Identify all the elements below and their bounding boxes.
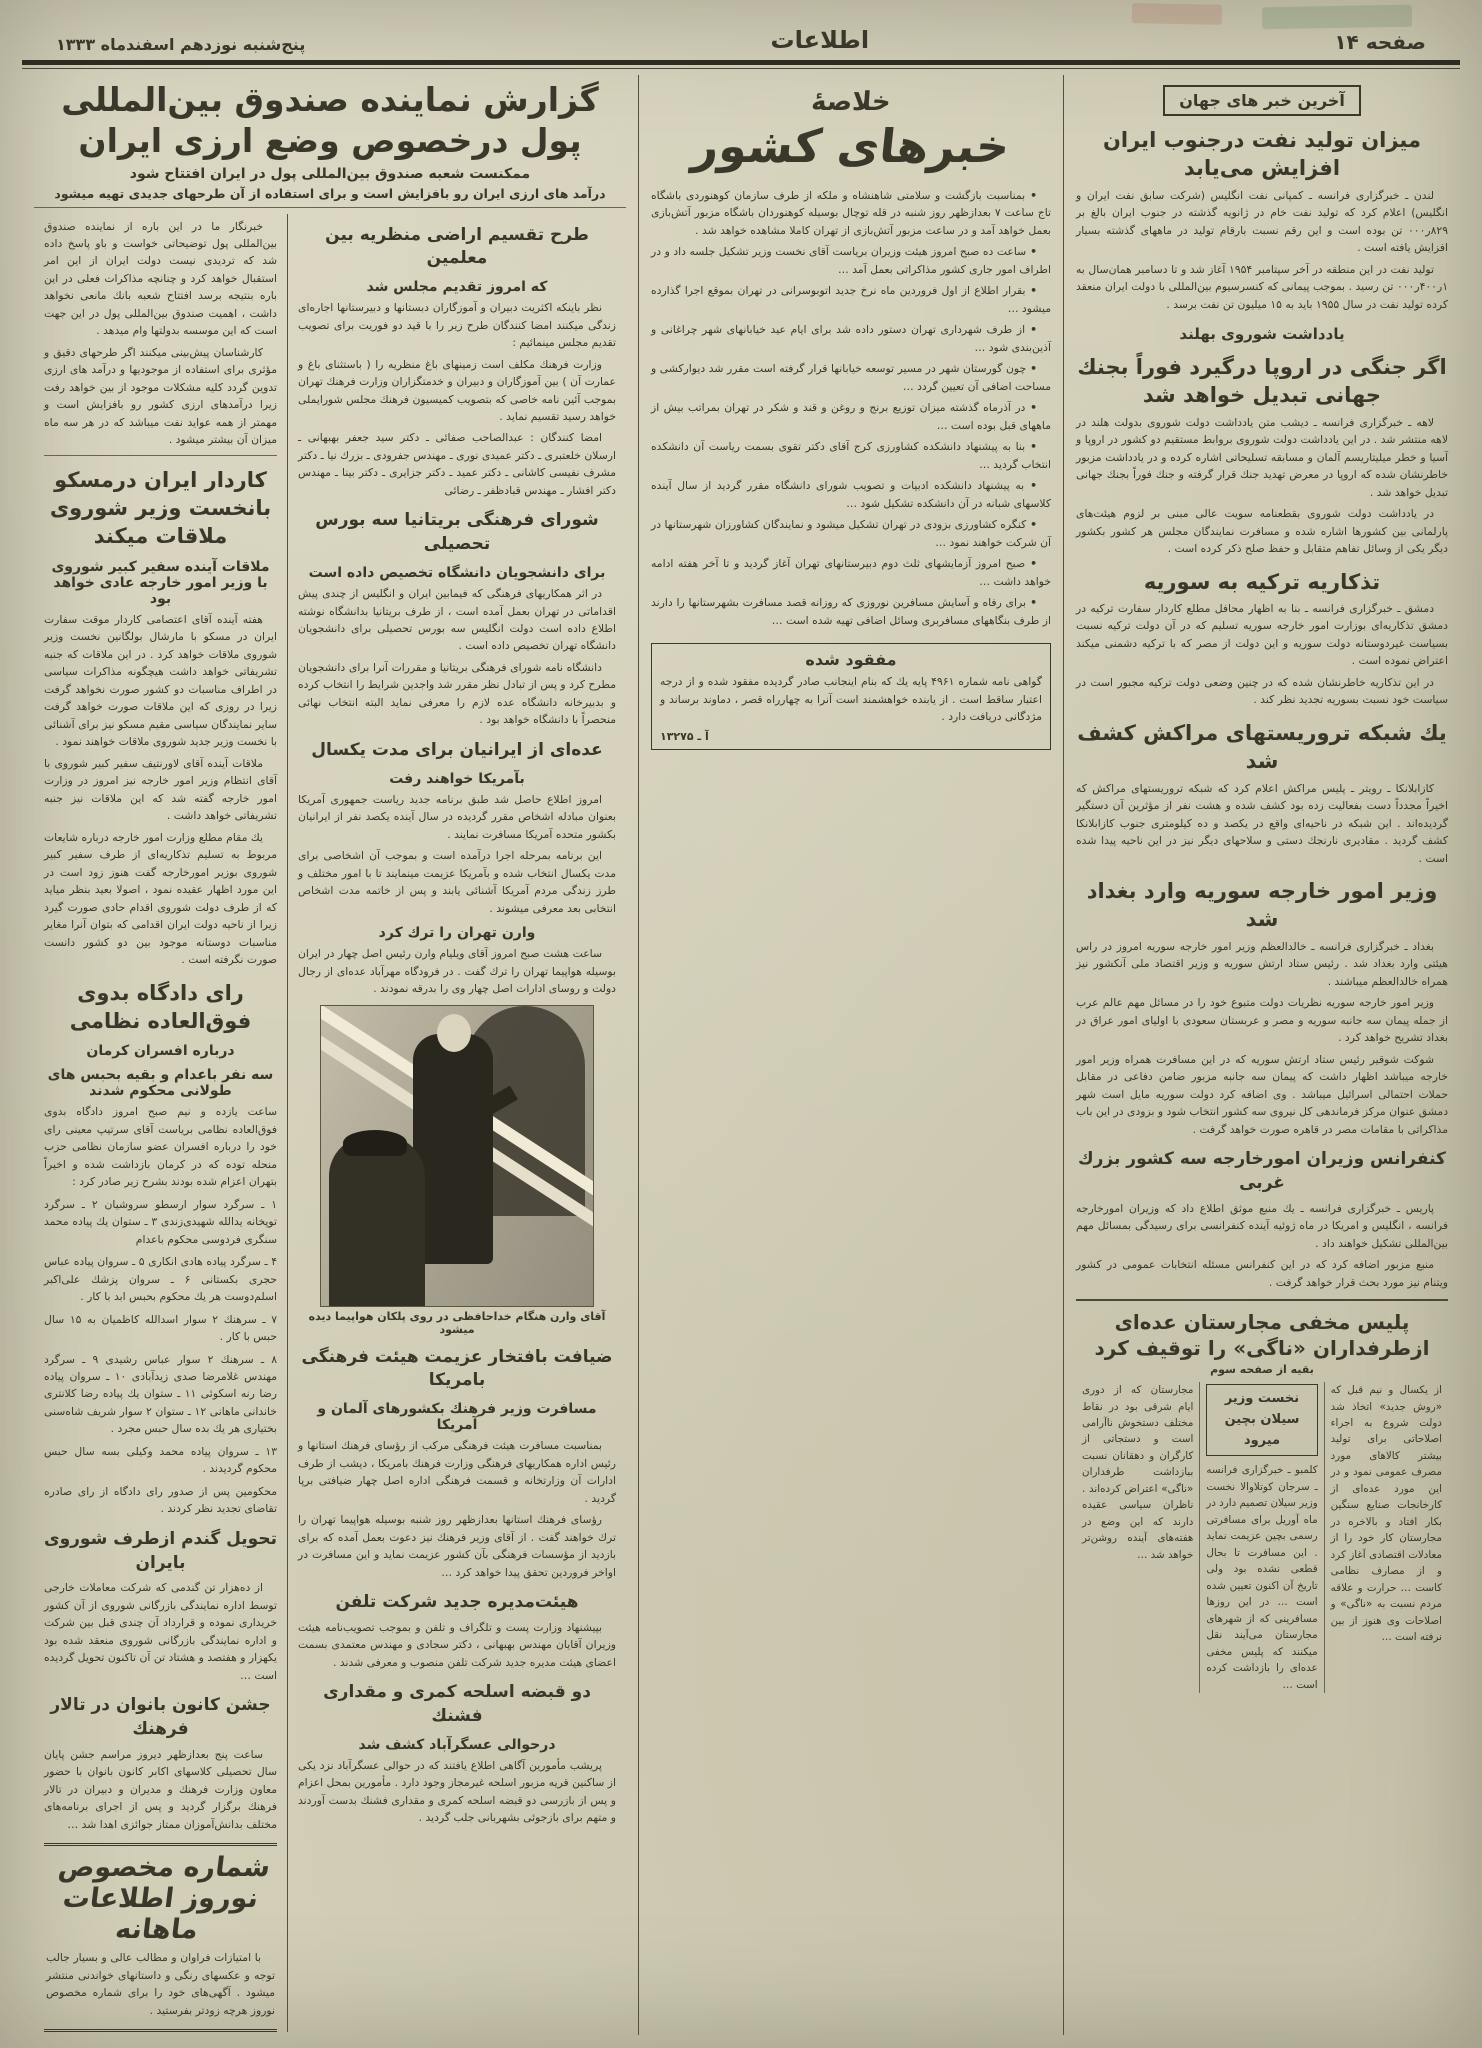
article-paragraph: خبرنگار ما در این باره از نماینده صندوق بین‌المللی پول توضیحاتی خواست و باو پاسخ داده شد که تردیدی نیست دولت ایران از این امر استقبال خواهد کرد و چنانچه مذاکرات فعلی در این باره بنتیجه برسد افتتاح شعبه بانك مانعی نخواهد داشت ، اهمیت صندوق بین‌المللی پول در این جهت است که این موسسه بدولتها وام میدهد . [44, 219, 277, 338]
article-headline: پلیس مخفی مجارستان عده‌ای ازطرفداران «ناگی» را توقیف کرد [1094, 1310, 1430, 1361]
brief-item: • در آذرماه گذشته میزان توزیع برنج و روغن و قند و شکر در تهران بمراتب بیش از ماههای قبل بوده است … [651, 399, 1051, 434]
brief-item: • ساعت ده صبح امروز هیئت وزیران بریاست آقای نخست وزیر تشکیل جلسه داد و در اطراف امور جاری کشور مذاکراتی بعمل آمد … [651, 243, 1051, 278]
banner-article [34, 79, 626, 201]
article-paragraph: کازابلانکا ـ رویتر ـ پلیس مراکش اعلام کرد که شبکه تروریستهای مراکش که اخیراً مجدداً دست بفعالیت زده بود کشف شده و هشت نفر از مؤثرین آن دستگیر گردیده‌اند . این شبکه در ناحیه‌ای واقع در یکصد و ده کیلومتری جنوب کازابلانکا کشف گردید . مقادیری نارنجك دستی و سلاحهای دیگر نیز در این ناحیه پیدا شده است . [1076, 781, 1448, 865]
article-paragraph: امروز اطلاع حاصل شد طبق برنامه جدید ریاست جمهوری آمریکا بعنوان مبادله اشخاص مقرر گردیده در سال آینده یکصد نفر از ایرانیان بکشور متحده آمریکا مسافرت نمایند . [298, 792, 616, 841]
verdict-line: ۸ ـ سرهنك ۲ سوار عباس رشیدی ۹ ـ سرگرد مهندس غلامرضا صدی زیدآبادی ۱۰ ـ سروان پیاده رضا رنه اسکوئی ۱۱ ـ ستوان یك پیاده رضا کلانتری خاندانی ماهانی ۱۲ ـ ستوان ۲ سوار شریف شاه‌سنی بختیاری هر یك بده سال حبس مجرد . [44, 1352, 278, 1436]
hungary-col-2 [1200, 1382, 1324, 1693]
article-land-division [298, 224, 616, 500]
article-headline: میزان تولید نفت درجنوب ایران افزایش می‌یابد [1103, 128, 1421, 181]
article-headline: دو قبضه اسلحه کمری و مقداری فشنك [323, 1682, 591, 1727]
article-morocco-network [1076, 719, 1448, 867]
article-turkey-syria [1076, 568, 1448, 709]
article-subhead: بآمریکا خواهند رفت [389, 770, 525, 787]
article-subhead: که امروز تقدیم مجلس شد [366, 279, 548, 296]
article-headline: هیئت‌مدیره جدید شرکت تلفن [335, 1592, 579, 1612]
lead-subcolumns [34, 214, 626, 2033]
country-news-title-small: خلاصهٔ [810, 87, 892, 117]
article-subhead: درباره افسران کرمان [86, 1043, 235, 1060]
court-outro: محکومین پس از صدور رای دادگاه از رای صادره تقاضای تجدید نظر کردند . [44, 1484, 277, 1516]
article-paragraph: بغداد ـ خبرگزاری فرانسه ـ خالدالعظم وزیر امور خارجه سوریه امروز در راس هیئتی وارد بغداد شد . رئیس ستاد ارتش سوریه و وزیر اقتصاد ملی آنکشور نیز همراه خالدالعظم میباشند . [1076, 939, 1448, 988]
article-paragraph: بپیشنهاد وزارت پست و تلگراف و تلفن و بموجب تصویب‌نامه هیئت وزیران آقایان مهندس بهبهانی ، دکتر سجادی و مهندس معتمدی بسمت اعضای هیئت مدیره جدید شرکت تلفن منصوب و معرفی شدند . [298, 1620, 616, 1669]
article-kicker: رای دادگاه بدوی فوق‌العاده نظامی [69, 980, 252, 1033]
article-paragraph: تولید نفت در این منطقه در آخر سپتامبر ۱۹۵۴ آغاز شد و تا دسامبر همان‌سال به ۱ر۴۰۰ر۰۰۰ تن رسید . بموجب پیمانی که کنسرسیوم بین‌المللی با دولت ایران منعقد کرده تولید نفت در سال ۱۹۵۵ باید به ۱۵ میلیون تن نفت برسد . [1076, 262, 1448, 311]
country-news-column [639, 75, 1064, 2035]
article-paragraph: یك مقام مطلع وزارت امور خارجه درباره شایعات مربوط به تسلیم تذکاریه‌ای از طرف سفیر کبیر شوروی بوزیر امورخارجه گفت هنوز زود است در این مورد اظهار عقیده نمود ، اصولا بعید بنظر میاید که از طرف دولت شوروی اقدام حادی صورت گیرد زیرا از ناحیه دولت ایران اقدامی که بتوان آنرا مغایر مناسبات دوستانه موجود بین دو کشور دانست صورت نگرفته است . [44, 830, 277, 967]
section-rule [44, 455, 277, 456]
issue-date: پنج‌شنبه نوزدهم اسفندماه ۱۳۳۳ [56, 35, 306, 54]
section-rule [1076, 1299, 1448, 1301]
article-paragraph: رؤسای فرهنك استانها بعدازظهر روز شنبه بوسیله هواپیما تهران را ترك خواهند گفت . از آقای وزیر فرهنك نیز دعوت بعمل آمده که برای بازدید از مؤسسات فرهنگی بآن کشور عزیمت نماید و این مسافرت در اواخر فروردین تحقق پیدا خواهد کرد … [298, 1513, 616, 1579]
article-paragraph: پاریس ـ خبرگزاری فرانسه ـ یك منبع موثق اطلاع داد که وزیران امورخارجه فرانسه ، انگلیس و امریکا در ماه ژوئیه آینده کنفرانسی برای رسیدگی بمسائل مهم بین‌المللی تشکیل خواهند داد . [1076, 1201, 1448, 1250]
article-cultural-banquet [298, 1346, 616, 1581]
article-subhead: درحوالی عسگرآباد کشف شد [358, 1736, 556, 1753]
ceylon-pm-box-headline: نخست وزیر سیلان بچین میرود [1206, 1384, 1317, 1456]
article-paragraph: ساعت پنج بعدازظهر دیروز مراسم جشن پایان سال تحصیلی کلاسهای اکابر کانون بانوان با حضور معاون وزارت فرهنك و مدیران و دبیران در تالار فرهنك برگزار گردید و پس از اجرای برنامه‌های مختلف بدانش‌آموزان ممتاز جوائزی اهدا شد … [44, 1747, 277, 1831]
article-kicker: یادداشت شوروی بهلند [1179, 325, 1345, 344]
article-headline: عده‌ای از ایرانیان برای مدت یکسال [311, 739, 603, 760]
article-headline: اگر جنگی در اروپا درگیرد فوراً بجنك جهانی تبدیل خواهد شد [1077, 355, 1447, 408]
masthead [0, 0, 1482, 60]
article-paragraph: لاهه ـ خبرگزاری فرانسه ـ دیشب متن یادداشت دولت شوروی بدولت هلند در لاهه منتشر شد . در این یادداشت دولت شوروی بروابط مستقیم دو کشور در اروپا و آسیا و خطر میلیتاریسم آلمان و مسابقه تسلیحاتی اشاره کرده و در یادداشت مزبور خاطرنشان شده که اروپا در معرض تهدید جنك قرار گرفته و جنك فوراً بجنك جهانی تبدیل خواهد شد . [1076, 415, 1448, 499]
imf-article-continuation [44, 218, 277, 449]
article-headline: تحویل گندم ازطرف شوروی بایران [44, 1528, 277, 1573]
article-paragraph: شوکت شوقیر رئیس ستاد ارتش سوریه که در این مسافرت همراه وزیر امور خارجه میباشد اظهار داشت که پیمان سه جانبه مزبور ضامن دفاعی در مقابل حملات احتمالی اسرائیل میباشد . وی اضافه کرد دولت سوریه مایل است شهر دمشق عنوان مرکز فرماندهی کل نیروی سه کشور انتخاب شود و بزودی در این باب مذاکراتی با مقامات مصر در قاهره صورت خواهد گرفت . [1076, 1052, 1448, 1136]
promo-headline: شماره مخصوص نوروز اطلاعات ماهانه [56, 1852, 273, 1946]
continued-from-note: بقیه از صفحه سوم [1210, 1363, 1314, 1377]
nowruz-special-promo [44, 1843, 277, 2032]
article-telephone-board [298, 1591, 616, 1671]
article-military-court [44, 979, 277, 1518]
banner-dek-1: ممکنست شعبه صندوق بین‌المللی پول در ایران افتتاح شود [129, 165, 531, 182]
man-silhouette [413, 1034, 493, 1264]
article-paragraph: دمشق ـ خبرگزاری فرانسه ـ بنا به اظهار محافل مطلع کاردار سفارت ترکیه در دمشق تذکاریه‌ای بوزارت امور خارجه سوریه تسلیم که در آن دولت ترکیه نسبت بسیاست غیردوستانه دولت سوریه و این دولت از مصر که با ترکیه دشمنی میکند اعتراض نموده است . [1076, 601, 1448, 668]
article-headline: کاردار ایران درمسکو بانخست وزیر شوروی ملاقات میکند [49, 467, 272, 549]
article-paragraph: لندن ـ خبرگزاری فرانسه ـ کمپانی نفت انگلیس (شرکت سابق نفت ایران و انگلیس) اعلام کرد که تولید نفت خام در ژانویه گذشته در جنوب ایران بالغ بر ۸۲۹ر۰۰۰ تن بوده است و این رقم نسبت بارقام تولید در ماههای گذشته بسیار افزایش یافته است . [1076, 188, 1448, 255]
article-paragraph: هفته آینده آقای اعتصامی کاردار موقت سفارت ایران در مسکو با مارشال بولگانین نخست وزیر شوروی ملاقات خواهد کرد . در این ملاقات که جنبه تشریفاتی خواهد داشت هیچگونه مذاکرات سیاسی در اطراف مناسبات دو کشور صورت نخواهد گرفت زیرا در روزی که این ملاقات صورت خواهد گرفت سایر نمایندگان سیاسی مقیم مسکو نیز برای آشنائی با نخست وزیر جدید شوروی ملاقات خواهند نمود . [44, 612, 277, 749]
man-face [437, 1014, 471, 1052]
article-headline: جشن کانون بانوان در تالار فرهنك [50, 1695, 271, 1740]
article-women-society [44, 1694, 277, 1833]
brief-item: • کنگره کشاورزی بزودی در تهران تشکیل میشود و نمایندگان کشاورزان شهرستانها در آن شرکت خواهند نمود … [651, 516, 1051, 551]
article-paragraph: در این تذکاریه خاطرنشان شده که در چنین وضعی دولت ترکیه مجبور است در سیاست خود نسبت بسوریه تجدید نظر کند . [1076, 675, 1448, 707]
page-body [22, 75, 1460, 2035]
article-subhead: برای دانشجویان دانشگاه تخصیص داده است [308, 565, 606, 582]
brief-item: • برای رفاه و آسایش مسافرین نوروزی که روزانه قصد مسافرت بشهرستانها را دارند از طرف بنگاههای مسافربری وسائل اضافی تهیه شده است … [651, 594, 1051, 629]
photo-caption: آقای وارن هنگام خداحافظی در روی پلکان هواپیما دیده میشود [308, 1309, 606, 1336]
article-headline: شورای فرهنگی بریتانیا سه بورس تحصیلی [315, 510, 599, 555]
article-warren-departure [298, 925, 616, 1335]
news-subcolumn [34, 214, 287, 2033]
article-headline: تذکاریه ترکیه به سوریه [1143, 569, 1381, 594]
article-paragraph: ملاقات آینده آقای لاورنتیف سفیر کبیر شوروی با آقای انتظام وزیر امور خارجه نیز امروز در وزارت امور خارجه گفته شد که این ملاقات نیز جنبه تشریفاتی خواهد داشت . [44, 756, 277, 823]
article-subhead: ملاقات آینده سفیر کبیر شوروی با وزیر امور خارجه عادی خواهد بود [51, 558, 270, 607]
article-soviet-note [1076, 325, 1448, 558]
lost-notice-body: گواهی نامه شماره ۴۹۶۱ پایه یك که بنام اینجانب صادر گردیده مفقود شده و از درجه اعتبار ساقط است . از یابنده خواهشمند است آنرا به چهارراه قصر ، دماوند برساند و مژدگانی دریافت دارد . [660, 675, 1042, 724]
article-soviet-wheat [44, 1528, 277, 1685]
article-paragraph: دانشگاه نامه شورای فرهنگی بریتانیا و مقررات آنرا برای دانشجویان مطرح کرد و پس از تبادل نظر مقرر شد واجدین شرایط را انتخاب کرده و بدبیرخانه دانشگاه عده لازم را معرفی نماید البته انتخاب نهائی منحصراً با دانشگاه خواهد بود . [298, 660, 616, 727]
hungary-col-3: مجارستان که از دوری ایام شرقی بود در نقاط مختلف دستخوش ناآرامی است و دستجاتی از کارگران و دهقانان نسبت ببازداشت طرفداران «ناگی» اعتراض کرده‌اند . ناظران سیاسی عقیده دارند که این وضع در هفته‌های آینده روشن‌تر خواهد شد … [1076, 1382, 1200, 1693]
verdict-line: ۴ ـ سرگرد پیاده هادی انکاری ۵ ـ سروان پیاده عباس حجری بکستانی ۶ ـ سروان پزشك علی‌اکبر اسلم‌دوست هر یك محکوم بحبس ابد با کار . [44, 1255, 277, 1304]
features-subcolumn [287, 214, 626, 2033]
article-paragraph: وزارت فرهنك مکلف است زمینهای باغ منظریه را ( باستثنای باغ و عمارت آن ) بین آموزگاران و دبیران و خدمتگزاران وزارت فرهنك تهران بموجب آئین نامه خاصی که بتصویب کمیسیون فرهنك مجلس شورایملی خواهد رسید تقسیم نماید . [298, 357, 616, 423]
article-paragraph: از ده‌هزار تن گندمی که شرکت معاملات خارجی توسط اداره نمایندگی بازرگانی شوروی از آن کشور خریداری نموده و قرارداد آن چندی قبل بین شرکت و اداره نمایندگی بازرگانی شوروی منعقد شده بود یکهزار و هفتصد و هشتاد تن آن تاکنون تحویل گردیده است … [44, 1581, 277, 1682]
article-headline: طرح تقسیم اراضی منظریه بین معلمین [325, 224, 589, 269]
article-moscow-meeting [44, 466, 277, 969]
article-paragraph: در یادداشت دولت شوروی بقطعنامه سویت عالی مبنی بر لزوم هیئت‌های پارلمانی بین کشورها اشاره شده و مسافرت نمایندگان مجلس هر کشور بکشور دیگر یکی از وسائل تفاهم متقابل و حفظ صلح ذکر کرده است . [1076, 507, 1448, 556]
article-subhead: مسافرت وزیر فرهنك بکشورهای آلمان و آمریکا [317, 1401, 597, 1434]
promo-paragraph: با امتیازات فراوان و مطالب عالی و بسیار جالب توجه و عکسهای رنگی و داستانهای خواندنی منتشر میشود . آگهی‌های خود را برای شماره مخصوص نوروز هرچه زودتر بفرستید . [46, 1951, 275, 2017]
article-oil-production [1076, 126, 1448, 313]
verdict-line: ۷ ـ سرهنك ۲ سوار اسدالله کاظمیان به ۱۵ سال حبس با کار . [44, 1312, 277, 1344]
brief-item: • چون گورستان شهر در مسیر توسعه خیابانها قرار گرفته است مقرر شد دیوارکشی و مساحت اضافی آن تعیین گردد … [651, 360, 1051, 395]
masthead-rule [22, 60, 1460, 69]
article-syria-baghdad [1076, 877, 1448, 1138]
lead-section [22, 75, 639, 2035]
hungary-subcolumns [1076, 1382, 1448, 1693]
brief-item: • بقرار اطلاع از اول فروردین ماه نرخ جدید اتوبوسرانی در تهران بموقع اجرا گذارده میشود … [651, 282, 1051, 317]
brief-item: • از طرف شهرداری تهران دستور داده شد برای ایام عید خیابانهای شهر چراغانی و آذین‌بندی شود … [651, 321, 1051, 356]
world-news-box-title: آخرین خبر های جهان [1163, 85, 1361, 116]
court-intro: ساعت یازده و نیم صبح امروز دادگاه بدوی فوق‌العاده نظامی بریاست آقای سرتیپ معینی رای خود را درباره افسران عضو سازمان نظامی حزب منحله توده که در کرمان بازداشت شده و اخیراً بتهران اعزام شده بودند بشرح زیر صادر کرد : [44, 1105, 277, 1189]
article-paragraph: بمناسبت مسافرت هیئت فرهنگی مرکب از رؤسای فرهنك استانها و رئیس اداره همکاریهای فرهنگی وزارت فرهنك بامریکا ، دیشب از طرف ادارات آن وزارتخانه و قسمت فرهنگی اداره اصل چهار ضیافتی برپا گردید . [298, 1439, 616, 1505]
article-western-conference [1076, 1148, 1448, 1291]
brief-item: • صبح امروز آزمایشهای ثلث دوم دبیرستانهای تهران آغاز گردید و تا آخر هفته ادامه خواهد داشت … [651, 555, 1051, 590]
world-news-column [1064, 75, 1460, 2035]
verdict-line: ۱ ـ سرگرد سوار ارسطو سروشیان ۲ ـ سرگرد توپخانه یدالله شهیدی‌زندی ۳ ـ ستوان یك پیاده محمد سنگری فردوسی محکوم باعدام [44, 1197, 278, 1246]
hungary-col-2-text: کلمبو ـ خبرگزاری فرانسه ـ سرجان کوتلاوالا نخست وزیر سیلان تصمیم دارد در ماه آوریل برای مسافرتی رسمی بچین عزیمت نماید . این مسافرت تا بحال قطعی نشده بود ولی تاریخ آن اکنون تعیین شده است … در این روزها مسافرینی که از شهرهای مجارستان می‌آیند نقل میکنند که پلیس مخفی عده‌ای را بازداشت کرده است … [1206, 1464, 1318, 1691]
page-number: صفحه ۱۴ [1334, 30, 1426, 54]
banner-dek-2: درآمد های ارزی ایران رو بافزایش است و برای استفاده از آن طرحهای جدیدی تهیه میشود [54, 185, 606, 201]
brief-item: • بمناسبت بازگشت و سلامتی شاهنشاه و ملکه از طرف سازمان کوهنوردی باشگاه تاج ساعت ۷ بعدازظهر روز شنبه در قله توچال بوسیله کوهنوردان باشگاه مزبور آتش‌بازی بعمل خواهد آمد و در ساعت مزبور آتش‌بازی از تهران کاملا مشاهده خواهد شد . [651, 187, 1051, 239]
article-paragraph: پریشب مأمورین آگاهی اطلاع یافتند که در حوالی عسگرآباد نزد یکی از ساکنین قریه مزبور اسلحه غیرمجاز وجود دارد . مأمورین بمحل اعزام و پس از بازرسی دو قبضه اسلحه کمری و مقداری فشنك بدست آوردند و متهم برای بازجوئی بشهربانی جلب گردید . [297, 1758, 616, 1825]
article-british-council [298, 509, 616, 728]
country-news-title-big: خبرهای کشور [689, 119, 1013, 173]
article-headline: وارن تهران را ترك کرد [378, 925, 536, 942]
article-guns-found [298, 1681, 616, 1827]
banner-rule [34, 207, 626, 208]
verdict-line: ۱۳ ـ سروان پیاده محمد وکیلی بسه سال حبس محکوم گردیدند . [44, 1444, 277, 1476]
article-headline: کنفرانس وزیران امورخارجه سه کشور بزرك غربی [1078, 1149, 1446, 1193]
article-iranians-to-america [298, 739, 616, 917]
photo-warren-airstair [321, 1006, 593, 1306]
lost-notice-box [651, 643, 1051, 749]
article-paragraph: وزیر امور خارجه سوریه نظریات دولت متبوع خود را در مسائل مهم عالم عرب از جمله پیمان سه جانبه سوریه و مصر و عربستان سعودی با اولیای امور عراق در بغداد تشریح خواهد کرد . [1076, 996, 1448, 1045]
article-headline: یك شبکه تروریستهای مراکش کشف شد [1077, 720, 1447, 774]
lost-notice-title: مفقود شده [805, 650, 897, 670]
article-paragraph: نظر باینکه اکثریت دبیران و آموزگاران دبستانها و دبیرستانها اجاره‌ای زندگی میکنند امضا کنندگان طرح زیر را با قید دو فوریت برای تصویب تقدیم مجلس مینمائیم : [298, 301, 616, 350]
banner-headline: گزارش نماینده صندوق بین‌المللی پول درخصوص وضع ارزی ایران [61, 80, 599, 161]
article-headline: سه نفر باعدام و بقیه بحبس های طولانی محکوم شدند [47, 1067, 274, 1100]
lost-notice-code: آ ـ ۱۳۲۷۵ [660, 729, 709, 743]
article-paragraph: امضا کنندگان : عبدالصاحب صفائی ـ دکتر سید جعفر بهبهانی ـ ارسلان خلعتبری ـ دکتر عمیدی نوری ـ مهندس جفرودی ـ بزرك نیا ـ دکتر مشرف نفیسی کاشانی ـ دکتر عمید ـ دکتر جزایری ـ دکتر بینا ـ مهندس دکتر افشار ـ مهندس قبادظفر ـ رضائی [298, 431, 616, 497]
brief-item: • بنا به پیشنهاد دانشکده کشاورزی کرج آقای دکتر تقوی بسمت ریاست آن دانشکده انتخاب گردید … [651, 438, 1051, 473]
article-hungary-police [1076, 1309, 1448, 1693]
article-headline: وزیر امور خارجه سوریه وارد بغداد شد [1086, 879, 1438, 932]
hungary-col-1: از یکسال و نیم قبل که «روش جدید» اتخاذ شد دولت شروع به اجراء اصلاحاتی برای تولید بیشتر کالاهای مورد مصرف عمومی نمود و در این مورد عده‌ای از کارخانجات صنایع سنگین بکار افتاد و بالاخره در مجارستان کار خود را از معادلات اقتصادی آغاز کرد و از مصارف نظامی کاست … حرارت و علاقه مردم نسبت به «ناگی» و اصلاحات وی هنوز از بین نرفته است … [1330, 1384, 1442, 1644]
brief-item: • به پیشنهاد دانشکده ادبیات و تصویب شورای دانشگاه مقرر گردید از سال آینده کلاسهای شبانه در آن دانشکده تشکیل شود … [651, 477, 1051, 512]
hat [343, 1130, 407, 1156]
article-paragraph: در اثر همکاریهای فرهنگی که فیمابین ایران و انگلیس از چندی پیش اقداماتی در تهران بعمل آمده است ، از طرف بریتانیا بدانشگاه نوشته اطلاع داده است دولت انگلیس سه بورس تحصیلی برای دانشجویان دانشگاه تهران تخصیص داده است . [298, 587, 616, 653]
article-paragraph: کارشناسان پیش‌بینی میکنند اگر طرحهای دقیق و مؤثری برای استفاده از موجودیها و درآمد های ارزی تدوین گردد کلیه مشکلات موجود از بین خواهد رفت زیرا درآمدهای ارزی کشور رو بافزایش است و مهمتر از همه عواید نفت میباشد که در هر سه ماه میزان آن بیشتر میشود . [44, 345, 277, 447]
article-paragraph: این برنامه بمرحله اجرا درآمده است و بموجب آن اشخاصی برای مدت یکسال انتخاب شده و بآمریکا عزیمت مینمایند تا با امور مختلف و طرز زندگی مردم آمریکا آشنائی یابند و پس از خاتمه مدت اشخاص انتخابی بعد معرفی میشوند . [298, 849, 616, 915]
second-figure [329, 1136, 425, 1306]
article-paragraph: منبع مزبور اضافه کرد که در این کنفرانس مسئله انتخابات عمومی در کشور ویتنام نیز مورد بحث قرار خواهد گرفت . [1076, 1258, 1448, 1289]
article-paragraph: ساعت هشت صبح امروز آقای ویلیام وارن رئیس اصل چهار در ایران بوسیله هواپیما تهران را ترك گفت . در فرودگاه مهرآباد عده‌ای از رجال دولت و روسای ادارات اصل چهار وی را بدرقه نمودند . [298, 947, 616, 996]
article-headline: ضیافت بافتخار عزیمت هیئت فرهنگی بامریکا [301, 1346, 613, 1391]
paper-title: اطلاعات [770, 26, 870, 54]
